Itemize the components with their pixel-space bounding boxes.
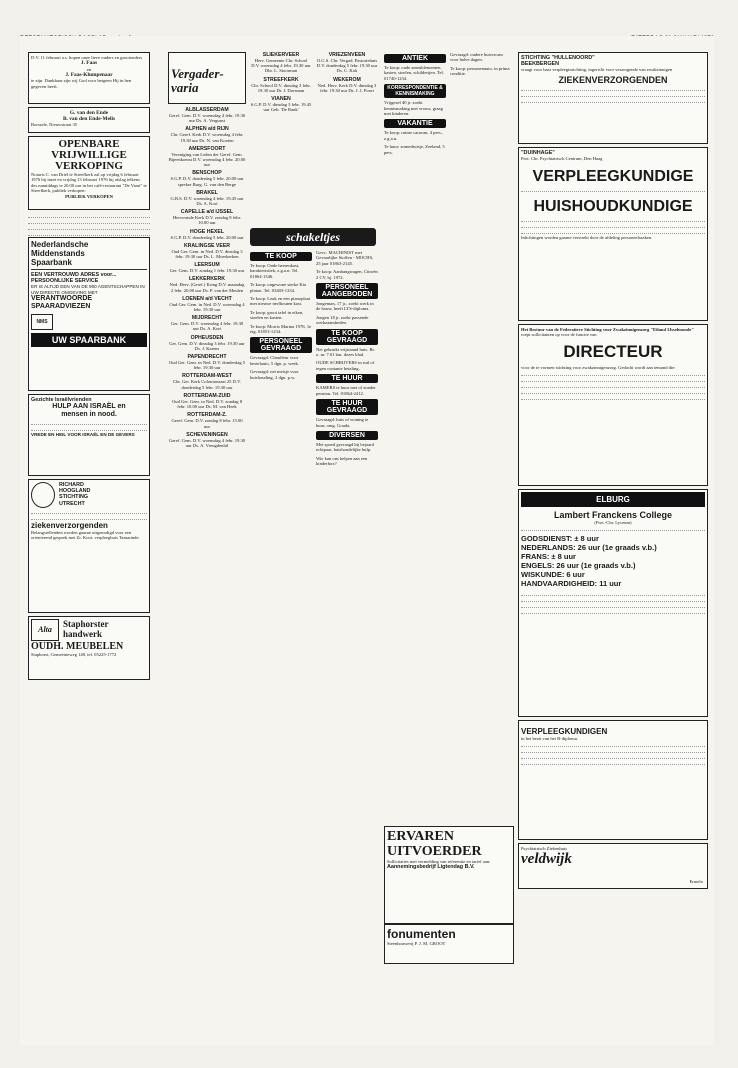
veldwijk-ad (518, 843, 708, 889)
church-place: BRAKEL (196, 189, 218, 196)
kennismaking-header: KORRESPONDENTIE & KENNISMAKING (384, 84, 446, 98)
church-entry (168, 432, 246, 448)
uitvoerder-title-2: UITVOERDER (387, 844, 482, 859)
hoogland-name-3: STICHTING (59, 494, 89, 501)
personeel-aangeboden-list (316, 301, 378, 326)
column-6 (450, 52, 512, 792)
church-details: S.G.P. D.V. donderdag 5 febr. 20.00 uur (170, 234, 244, 240)
uitvoerder-body: Sollicitaties met vermelding van referentie en tarief aan: (387, 859, 491, 864)
te-koop-header: TE KOOP (250, 252, 312, 261)
vergader-varia-text: Vergader-varia (171, 66, 224, 95)
lambert-title: Lambert Franckens College (553, 510, 673, 520)
classified-ad: Jongen 18 jr. zoekt passende werkzaamheden. (316, 314, 369, 326)
hullenoord-title-1: STICHTING "HULLENOORD" (521, 55, 595, 61)
church-place: LEERSUM (194, 262, 220, 269)
elburg-header: ELBURG (521, 492, 705, 507)
church-place: STREEFKERK (263, 76, 299, 83)
personeel-list (250, 355, 312, 380)
diversen-header: DIVERSEN (316, 431, 378, 440)
church-entry (168, 335, 246, 351)
church-details: Chr. School D.V. dinsdag 3 febr. 19.30 uur Dr. J. Dorsman (251, 82, 311, 93)
bank-title-2: Middenstands (31, 249, 85, 258)
column-7 (518, 52, 708, 1042)
column-1 (28, 52, 150, 1042)
lambert-subject: NEDERLANDS: 26 uur (1e graads v.b.) (521, 543, 657, 553)
couple-and: en (86, 66, 92, 72)
church-entry (250, 52, 312, 74)
uitvoerder-company: Aannemingsbedrijf Ligtendag B.V. (387, 864, 475, 871)
church-details: Ned. Herv. (Geref.) Kring D.V. maandag 2 febr. 20.00 uur Ds. P. van der Meulen (169, 282, 245, 293)
furniture-sub: Staphorst, Gemeenteweg 148, tel. 05225-1772 (31, 652, 117, 657)
church-details: Herv. Gemeente Chr. School D.V. woensdag 4 febr. 19.30 uur Dhr. L. Stoorman (251, 58, 311, 74)
church-entry (168, 296, 246, 312)
schakeltjes-banner: schakeltjes (250, 228, 376, 246)
church-details: Oud Ger. Gem. in Ned. D.V. dinsdag 3 febr. 19.30 uur Ds. L. Moerkerken (171, 248, 243, 260)
hullenoord-ad (518, 52, 708, 144)
church-details: Chr. Geref. Kerk D.V. woensdag 4 febr. 19.30 uur Ds. N. van Kooten (170, 132, 244, 143)
bank-logo: NMS (31, 314, 53, 330)
classified-ad: Te koop: Oude heerenkast, karakteristiek, z.g.a.n. Tel. 01864-1346. (250, 263, 300, 279)
church-listings-3 (316, 52, 378, 93)
verpleeg-gevr-body: in het bezit van het B-diploma. (521, 736, 578, 741)
church-entry (168, 393, 246, 409)
classified-ad: Gevraagd: oudere huisvrouw voor halve dagen. (450, 52, 504, 63)
lambert-sub: (Prot.-Chr. Lyceum) (594, 520, 632, 525)
classified-ad: Te koop: oude ameublementen, kasten, stoelen, schilderijen. Tel. 01740-1234. (384, 65, 444, 81)
classified-ad: Te koop: ongewone sterke Kia platon. Tel. 03403-1234. (250, 282, 307, 293)
bank-line-1: EEN VERTROUWD ADRES voor... (31, 272, 117, 278)
bank-line-3: ER IS ALTIJD EEN VAN DE 900 AGENTSCHAPPEN IN UW DIRECTE OMGEVING MET (31, 284, 145, 295)
church-place: VRIEZENVEEN (328, 52, 366, 58)
bank-name: UW SPAARBANK (31, 333, 147, 347)
te-koop-gevraagd-header: TE KOOP GEVRAAGD (316, 329, 378, 345)
church-entry (168, 243, 246, 259)
classified-ad: OUDE SCHRIJVERS in ruil of tegen contante betaling. (316, 360, 375, 371)
te-koop-gevraagd-list (316, 347, 378, 372)
church-place: HOGE HEXEL (189, 228, 224, 235)
misc-ads-col6 (450, 52, 512, 77)
directeur-ad (518, 324, 708, 486)
duinhage-sub: Prot. Chr. Psychiatrisch Centrum, Den Haag (521, 156, 603, 162)
church-place: PAPENDRECHT (187, 354, 227, 361)
church-place: VIANEN (271, 96, 291, 103)
duinhage-title: "DUINHAGE" (521, 150, 555, 156)
church-place: KRALINGSE VEER (183, 242, 231, 249)
directeur-body: voor de te vormen stichting voor zwakzinnigenzorg. Gedacht wordt aan iemand die: (521, 364, 676, 370)
israel-head-2: mensen in nood. (61, 411, 117, 419)
monumenten-sub: Steenhouwerij P. J. M. GROOT (387, 941, 446, 946)
lambert-subject: HANDVAARDIGHEID: 11 uur (521, 579, 622, 589)
verkoping-title-2: VRIJWILLIGE (51, 149, 127, 161)
hullenoord-title-2: BEEKBERGEN (521, 61, 560, 68)
elburg-ad (518, 489, 708, 717)
israel-sub: VREDE EN HEIL VOOR ISRAËL EN DE GEVERS (31, 432, 135, 438)
church-details: Oud Ger. Gem. in Ned. D.V. woensdag 4 febr. 19.30 uur (169, 301, 245, 313)
couple-name-2: J. Faas-Klumpenaar (65, 72, 113, 79)
veldwijk-brand: veldwijk (521, 851, 572, 868)
church-place: ALPHEN a/d RIJN (185, 126, 229, 133)
church-details: Ned. Herv. Kerk D.V. dinsdag 3 febr. 19.30 uur Ds. J. J. Poort (317, 82, 377, 93)
personeel-gevraagd-header: PERSONEEL GEVRAAGD (250, 337, 312, 353)
church-place: SLIEKERVEER (262, 52, 300, 58)
vergader-varia-logo (168, 52, 246, 104)
classified-ad: Te koop: Aanhangwagen, Citroën 2 CV, bj. 1972. (316, 269, 378, 280)
bank-title-3: Spaarbank (31, 258, 72, 267)
church-entry (168, 373, 246, 389)
veldwijk-head: Psychiatrisch Ziekenhuis (521, 846, 568, 851)
classified-ad: Te koop: personenauto, in prima conditie. (450, 65, 510, 77)
church-entry (250, 77, 312, 93)
church-place: MIJDRECHT (191, 315, 223, 322)
church-place: WEKEROM (333, 76, 361, 83)
hoogland-ad (28, 479, 150, 613)
church-place: ALBLASSERDAM (185, 107, 229, 113)
zorg-body: Belangstellenden worden gaarne uitgenodigd voor een orienterend gesprek met Zr. Kooi, verpleeghuis Tamarinde. (31, 530, 140, 541)
israel-ad (28, 394, 150, 476)
anniversary-notice (28, 52, 150, 104)
church-entry (168, 126, 246, 142)
church-listings (168, 107, 246, 448)
hullenoord-body: vraagt voor haar verpleeginrichting, ingericht voor verzorgende van zwakzinnigen (521, 67, 673, 73)
directeur-title: DIRECTEUR (563, 341, 663, 361)
furniture-name: OUDH. MEUBELEN (31, 641, 124, 652)
classified-ad: Net gebruikt vrijstaand huis. Br. o. nr. 7.01 bur. dezes blad. (316, 346, 375, 358)
uitvoerder-title-1: ERVAREN (387, 829, 454, 844)
classified-ad: Te huur: zomerhuisje, Zeeland, 5 pers. (384, 144, 445, 155)
church-place: AMERSFOORT (188, 145, 226, 152)
classified-ad: Te koop: groot tafel in eiken, stoelen en kasten. (250, 309, 304, 321)
te-huur-header: TE HUUR (316, 374, 378, 383)
israel-head-1: HULP AAN ISRAËL en (52, 403, 126, 411)
church-place: ROTTERDAM-WEST (182, 373, 232, 380)
furniture-head-2: handwerk (63, 629, 103, 639)
church-place: SCHEVENINGEN (186, 431, 228, 438)
church-details: Ger. Gem. D.V. dinsdag 3 febr. 19.30 uur Ds. J. Karens (169, 340, 245, 351)
church-place: BENSCHOP (192, 170, 222, 177)
church-details: Ger. Gem. D.V. woensdag 4 febr. 19.30 uur Ds. A. Kort (170, 321, 244, 332)
church-details: Vereniging van Leden der Geref. Gem. Bijeenkomst D.V. woensdag 4 febr. 20.00 uur (168, 151, 246, 168)
verkoping-title-1: OPENBARE (58, 138, 120, 150)
signature-place: Borssele, Nieuwstraat 35 (31, 122, 78, 128)
hoogland-name-1: RICHARD (59, 482, 84, 488)
notice-intro: D.V. 11 februari a.s. hopen onze lieve ouders en grootouders (31, 55, 143, 60)
column-3-ads (250, 250, 312, 1040)
church-place: ROTTERDAM-ZUID (183, 392, 231, 399)
church-entry (316, 77, 378, 93)
church-entry (168, 209, 246, 225)
te-huur-gevraagd-header: TE HUUR GEVRAAGD (316, 399, 378, 415)
church-details: Oud Ger. Gem. in Ned. D.V. donderdag 5 febr. 19.30 uur (168, 360, 246, 371)
church-entry (168, 146, 246, 168)
classified-ad: Gevraagd: net meisje voor huishouding, 2 dgn. p.w. (250, 369, 299, 380)
vakantie-list (384, 130, 446, 155)
classified-ad: Vrijgezel 40 jr. zoekt kennismaking met vrouw, graag met kinderen. (384, 100, 443, 117)
church-details: Geref. Gem. D.V. woensdag 4 febr. 19.30 uur Ds. A. Vreugdenhil (168, 437, 246, 448)
church-entry (168, 190, 246, 206)
vakantie-header: VAKANTIE (384, 119, 446, 128)
church-entry (250, 96, 312, 112)
veldwijk-place: Ermelo (689, 878, 703, 884)
zorg-title: ziekenverzorgenden (31, 521, 108, 530)
furniture-ad (28, 616, 150, 680)
directeur-sub: roept sollicitanten op voor de functie van (521, 332, 597, 338)
church-place: CAPELLE a/d IJSSEL (180, 209, 234, 216)
diversen-list (316, 442, 378, 467)
signature-name-1: G. van den Ende (69, 110, 109, 116)
church-details: Geref. Gem. D.V. woensdag 4 febr. 19.30 uur Ds. A. Vergunst (168, 113, 246, 124)
classified-ad: Te koop: ruime caravan, 4 pers., z.g.a.n. (384, 130, 444, 141)
church-entry (168, 170, 246, 186)
lambert-subject: GODSDIENST: ± 8 uur (521, 534, 599, 544)
signature-name-2: B. van den Ende-Melis (62, 116, 116, 123)
church-details: G.B.S. D.V. woensdag 4 febr. 19.45 uur Ds. A. Kort (170, 195, 244, 207)
lambert-subject: ENGELS: 26 uur (1e graads v.b.) (521, 561, 636, 571)
duinhage-huishoud: HUISHOUDKUNDIGE (533, 197, 693, 215)
classified-ad: Gevraagd: Chauffeur voor bestelauto, 5 dgn. p. week. (250, 355, 299, 366)
verkoping-publiek: PUBLIEK VERKOPEN (65, 193, 113, 199)
misc-ads (316, 250, 378, 280)
church-place: ROTTERDAM-Z. (187, 412, 227, 419)
church-details: Oud Ger. Gem. in Ned. D.V. zondag 8 febr. 10.00 uur Ds. M. van Heek (171, 398, 243, 410)
church-entry (168, 354, 246, 370)
antiek-header: ANTIEK (384, 54, 446, 63)
church-entry (168, 276, 246, 292)
te-koop-list (250, 263, 312, 334)
furniture-head-1: Staphorster (63, 619, 109, 629)
church-place: OPHEUSDEN (190, 334, 224, 341)
church-details: Geref. Gem. D.V. zondag 8 febr. 15.00 uur (171, 418, 243, 429)
verpleeg-gevr-ad (518, 720, 708, 840)
monumenten-brand: fonumenten (387, 927, 456, 941)
bank-line-2: PERSOONLIJKE SERVICE (31, 278, 99, 285)
column-4-ads (316, 250, 378, 1040)
verkoping-ad (28, 136, 150, 210)
lambert-subject: FRANS: ± 8 uur (521, 552, 576, 562)
church-details: Hervormde Kerk D.V. zondag 8 febr. 10.00 uur (172, 215, 242, 226)
church-entry (316, 52, 378, 74)
church-place: LEKKERKERK (188, 276, 226, 283)
personeel-aangeboden-header: PERSONEEL AANGEBODEN (316, 283, 378, 299)
church-entry (168, 107, 246, 123)
duinhage-ad (518, 147, 708, 321)
church-details: Ger. Gem. D.V. zondag 1 febr. 19.30 uur (169, 268, 245, 274)
classified-ad: Gevr.: MACHINIST met Gevaarlijke Stoffen - MOCHS, 25 jaar 01863-2145. (316, 250, 374, 266)
church-entry (168, 229, 246, 240)
church-listings-2 (250, 52, 312, 112)
antiek-list (384, 65, 446, 81)
classified-ad: Wie kan ons helpen aan een kinderbox? (316, 455, 368, 467)
directeur-intro: Het Bestuur van de Federatieve Stichting voor Zwakzinnigenzorg "Eiland IJsselmonde" (521, 327, 694, 332)
alta-logo: Alta (31, 619, 59, 641)
classified-ad: Te koop: Morris Marina 1976, 1e eig. 01853-1234. (250, 323, 312, 335)
lambert-subjects (521, 534, 705, 588)
verpleeg-gevr-title: VERPLEEGKUNDIGEN (521, 727, 608, 736)
notice-body: te zijn. Dankbaar zijn wij God voor hetgeen Hij in hen gegeven heeft. (31, 78, 132, 89)
church-entry (168, 262, 246, 273)
hullenoord-zieken-title: ZIEKENVERZORGENDEN (558, 74, 668, 85)
church-details: Chr. Ger. Kerk Coloniastraat 25 D.V. donderdag 5 febr. 19.30 uur (173, 379, 241, 390)
classified-ad: Te koop: Leuk en een pianoplaat met nieuwe nerfhouten kast. (250, 296, 311, 307)
bank-line-4: VERANTWOORDE SPAARADVIEZEN (31, 295, 93, 311)
monumenten-ad (384, 924, 514, 964)
verkoping-title-3: VERKOPING (55, 160, 123, 172)
church-details: S.G.P. D.V. donderdag 5 febr. 20.00 uur spreker Burg. G. van den Berge (170, 176, 244, 187)
spaarbank-ad (28, 237, 150, 391)
classified-ad: Gevraagd: huis of woning te huur, omg. Gouda. (316, 417, 369, 428)
classified-ad: Jongeman, 17 jr., zoekt werk in de bouw, heeft LTS-diploma. (316, 301, 374, 312)
bank-title-1: Nederlandsche (31, 240, 89, 249)
hoogland-logo-icon (31, 482, 55, 508)
church-details: S.G.P. D.V. dinsdag 3 febr. 19.45 uur Geb. 'De Rank' (250, 102, 312, 113)
church-entry (168, 315, 246, 331)
kennismaking-list (384, 100, 446, 116)
verkoping-body: Notaris C. van Driel te Streefkerk zal op vrijdag 6 februari 1976 bij inzet en vrijdag 13 februari 1976 bij afslag telkens des namiddags te 20.00 uur in het café-restaurant "De Vaart" te Streefkerk, publiek verkopen: (31, 172, 147, 194)
te-huur-list (316, 385, 378, 396)
duinhage-body: Inlichtingen worden gaarne verstrekt door de afdeling personeelszaken. (521, 234, 653, 240)
column-2 (168, 52, 246, 1042)
hoogland-name-4: UTRECHT (59, 500, 85, 507)
couple-name-1: J. Faas (80, 60, 98, 67)
signature-block (28, 107, 150, 133)
church-place: LOENEN a/d VECHT (182, 295, 232, 302)
te-huur-gevraagd-list (316, 417, 378, 428)
classified-ad: KAMERS te huur met of zonder pension. Tel. 01864-2412. (316, 385, 376, 396)
church-details: O.G.S. Chr. Vergad. Pastoriehuis D.V. donderdag 5 febr. 19.30 uur Ds. C. Kok (316, 58, 378, 74)
israel-title: Gezichte Israëlvrienden (31, 397, 92, 403)
uitvoerder-ad (384, 826, 514, 924)
hoogland-name-2: HOOGLAND (59, 488, 91, 495)
church-entry (168, 412, 246, 428)
duinhage-verpleeg: VERPLEEGKUNDIGE (532, 167, 694, 185)
lambert-subject: WISKUNDE: 6 uur (521, 570, 585, 580)
classified-ad: Met spoed gevraagd bij bejaard echtpaar, huishoudelijke hulp. (316, 441, 374, 453)
